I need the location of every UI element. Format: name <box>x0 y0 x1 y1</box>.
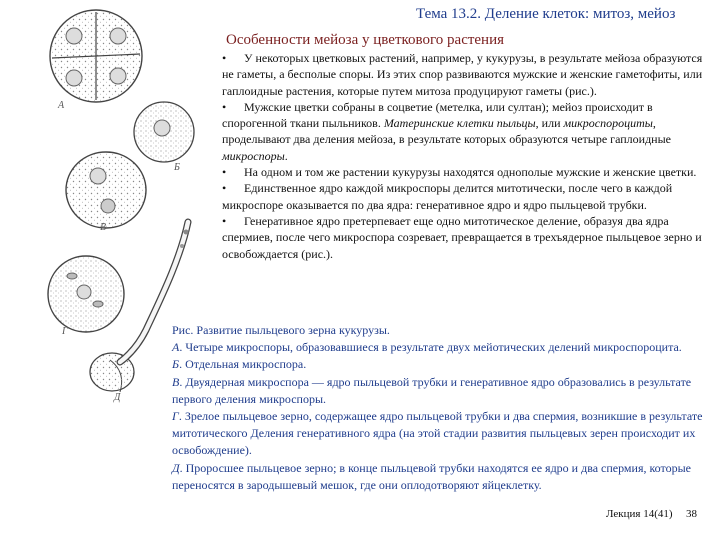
caption-text: . Отдельная микроспора. <box>179 357 307 372</box>
caption-line <box>172 339 704 356</box>
bullet-item <box>222 180 706 213</box>
microspore-figure-b <box>134 102 194 173</box>
figure-label-g: Г <box>62 326 68 337</box>
figure-label-a: А <box>58 100 65 111</box>
bullet-marker: • <box>222 213 227 228</box>
figure-label-v: В <box>100 222 107 233</box>
bullet-marker: • <box>222 99 227 114</box>
caption-line <box>172 374 704 408</box>
caption-text: . Проросшее пыльцевое зерно; в конце пыльцевой трубки находятся ее ядро и два спермия, которые переносятся в зародышевый мешок, где они оплодотворяют яйцеклетку. <box>172 460 691 492</box>
caption-line <box>172 322 704 339</box>
bullet-marker: • <box>222 181 227 196</box>
pollen-grain-figure-g <box>48 256 124 337</box>
caption-line <box>172 408 704 460</box>
caption-letter: Д <box>172 460 180 475</box>
tetrad-figure-a <box>50 10 142 111</box>
bullet-list <box>222 50 706 262</box>
figure-label-b: Б <box>174 162 180 173</box>
bullet-term: микроспороциты <box>563 116 653 131</box>
page-number: 38 <box>686 508 697 520</box>
bullet-text: Единственное ядро каждой микроспоры делится митотически, после чего в каждой микроспоре оказывается по два ядра: генеративное ядро и ядро пыльцевой трубки. <box>222 181 673 212</box>
bullet-text: . <box>284 148 288 163</box>
caption-letter: Б <box>172 357 180 372</box>
caption-text: . Двуядерная микроспора — ядро пыльцевой трубки и генеративное ядро образовались в результате первого деления микроспоры. <box>172 374 692 406</box>
caption-line <box>172 356 704 373</box>
bullet-item <box>222 99 706 164</box>
bullet-text: Мужские цветки собраны в соцветие (метелка, или султан); мейоз происходит в спорогенной ткани пыльников. <box>222 99 653 131</box>
bullet-item <box>222 164 706 180</box>
bullet-term: микроспоры <box>222 148 285 163</box>
caption-text: . Четыре микроспоры, образовавшиеся в результате двух мейотических делений микроспороцита. <box>179 340 682 355</box>
caption-line <box>172 460 704 494</box>
caption-text: . Зрелое пыльцевое зерно, содержащее ядро пыльцевой трубки и два спермия, возникшие в результате митотического Деления генеративного ядра (на этой стадии развития пыльцевых зерен происходит их освобождение). <box>172 409 703 458</box>
bullet-marker: • <box>222 165 227 180</box>
bullet-item <box>222 50 706 99</box>
microspore-figure-c <box>66 152 146 233</box>
bullet-item <box>222 213 706 262</box>
bullet-text: Генеративное ядро претерпевает еще одно митотическое деление, образуя два ядра спермиев, после чего микроспора созревает, превращается в трехъядерное пыльцевое зерно и освобождается (рис.). <box>222 213 702 261</box>
bullet-term: Материнские клетки пыльцы <box>383 116 536 131</box>
caption-letter: В <box>172 374 180 389</box>
figure-caption <box>172 322 704 494</box>
bullet-text: , или <box>535 116 564 131</box>
caption-letter: Г <box>172 409 179 424</box>
caption-letter: А <box>172 340 180 355</box>
figure-label-d: Д <box>114 392 121 403</box>
caption-text: Рис. Развитие пыльцевого зерна кукурузы. <box>172 323 390 337</box>
bullet-marker: • <box>222 51 227 65</box>
slide-subtitle: Особенности мейоза у цветкового растения <box>226 32 505 48</box>
bullet-text: У некоторых цветковых растений, например, у кукурузы, в результате мейоза образуются не гаметы, а бесполые споры. Из этих спор развиваются мужские и женские гаметофиты, или гаплоидные растения, которые путем митоза продуцируют гаметы (рис.). <box>222 51 703 98</box>
slide-title: Тема 13.2. Деление клеток: митоз, мейоз <box>416 6 676 22</box>
lecture-label: Лекция 14(41) <box>606 508 673 520</box>
bullet-text: , проделывают два деления мейоза, в результате которых образуются четыре гаплоидные <box>222 116 671 147</box>
bullet-text: На одном и том же растении кукурузы находятся однополые мужские и женские цветки. <box>244 165 697 180</box>
